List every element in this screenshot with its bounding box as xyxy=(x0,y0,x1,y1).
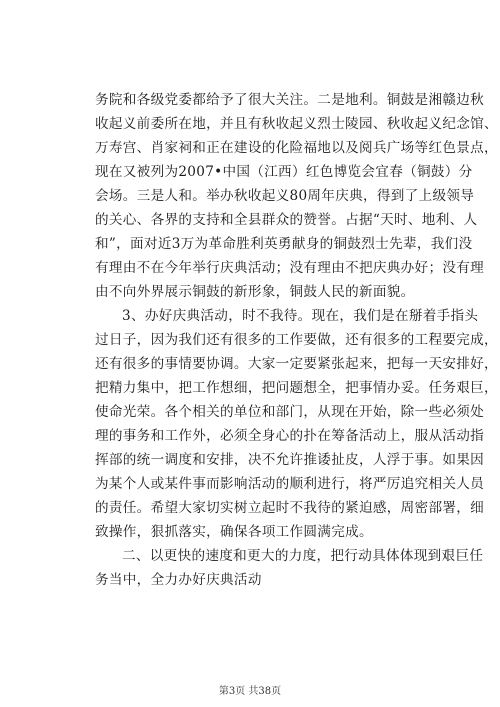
body-line: 现在又被列为2007•中国（江西）红色博览会宜春（铜鼓）分 xyxy=(95,164,473,180)
body-line: 收起义前委所在地，并且有秋收起义烈士陵园、秋收起义纪念馆、 xyxy=(95,116,498,132)
body-line: 过日子，因为我们还有很多的工作要做，还有很多的工程要完成， xyxy=(95,332,498,348)
body-line: 有理由不在今年举行庆典活动；没有理由不把庆典办好；没有理 xyxy=(95,260,485,276)
body-line: 致操作，狠抓落实，确保各项工作圆满完成。 xyxy=(95,524,373,540)
body-line: 还有很多的事情要协调。大家一定要紧张起来，把每一天安排好， xyxy=(95,356,498,372)
body-line: 的关心、各界的支持和全县群众的赞誉。占据“天时、地利、人 xyxy=(95,212,478,228)
body-line: 由不向外界展示铜鼓的新形象，铜鼓人民的新面貌。 xyxy=(95,284,415,300)
page-number-footer: 第3页 共38页 xyxy=(218,686,282,697)
body-line: 挥部的统一调度和安排，决不允许推诿扯皮，人浮于事。如果因 xyxy=(95,452,485,468)
body-line: 为某个人或某件事而影响活动的顺利进行，将严厉追究相关人员 xyxy=(95,476,485,492)
paragraph-heading-3: 3、办好庆典活动，时不我待。现在，我们是在掰着手指头 xyxy=(122,308,479,324)
body-line: 理的事务和工作外，必须全身心的扑在筹备活动上，服从活动指 xyxy=(95,428,485,444)
body-line: 务院和各级党委都给予了很大关注。二是地利。铜鼓是湘赣边秋 xyxy=(95,92,485,108)
body-line: 会场。三是人和。举办秋收起义80周年庆典，得到了上级领导 xyxy=(95,188,475,204)
body-line: 务当中，全力办好庆典活动 xyxy=(95,572,262,588)
section-heading-2: 二、以更快的速度和更大的力度，把行动具体体现到艰巨任 xyxy=(122,548,484,564)
body-line: 把精力集中，把工作想细，把问题想全，把事情办妥。任务艰巨， xyxy=(95,380,498,396)
body-line: 万寿宫、肖家祠和正在建设的化险福地以及阅兵广场等红色景点， xyxy=(95,140,498,156)
body-line: 和”，面对近3万为革命胜利英勇献身的铜鼓烈士先辈，我们没 xyxy=(95,236,473,252)
body-line: 使命光荣。各个相关的单位和部门，从现在开始，除一些必须处 xyxy=(95,404,485,420)
body-line: 的责任。希望大家切实树立起时不我待的紧迫感，周密部署，细 xyxy=(95,500,485,516)
